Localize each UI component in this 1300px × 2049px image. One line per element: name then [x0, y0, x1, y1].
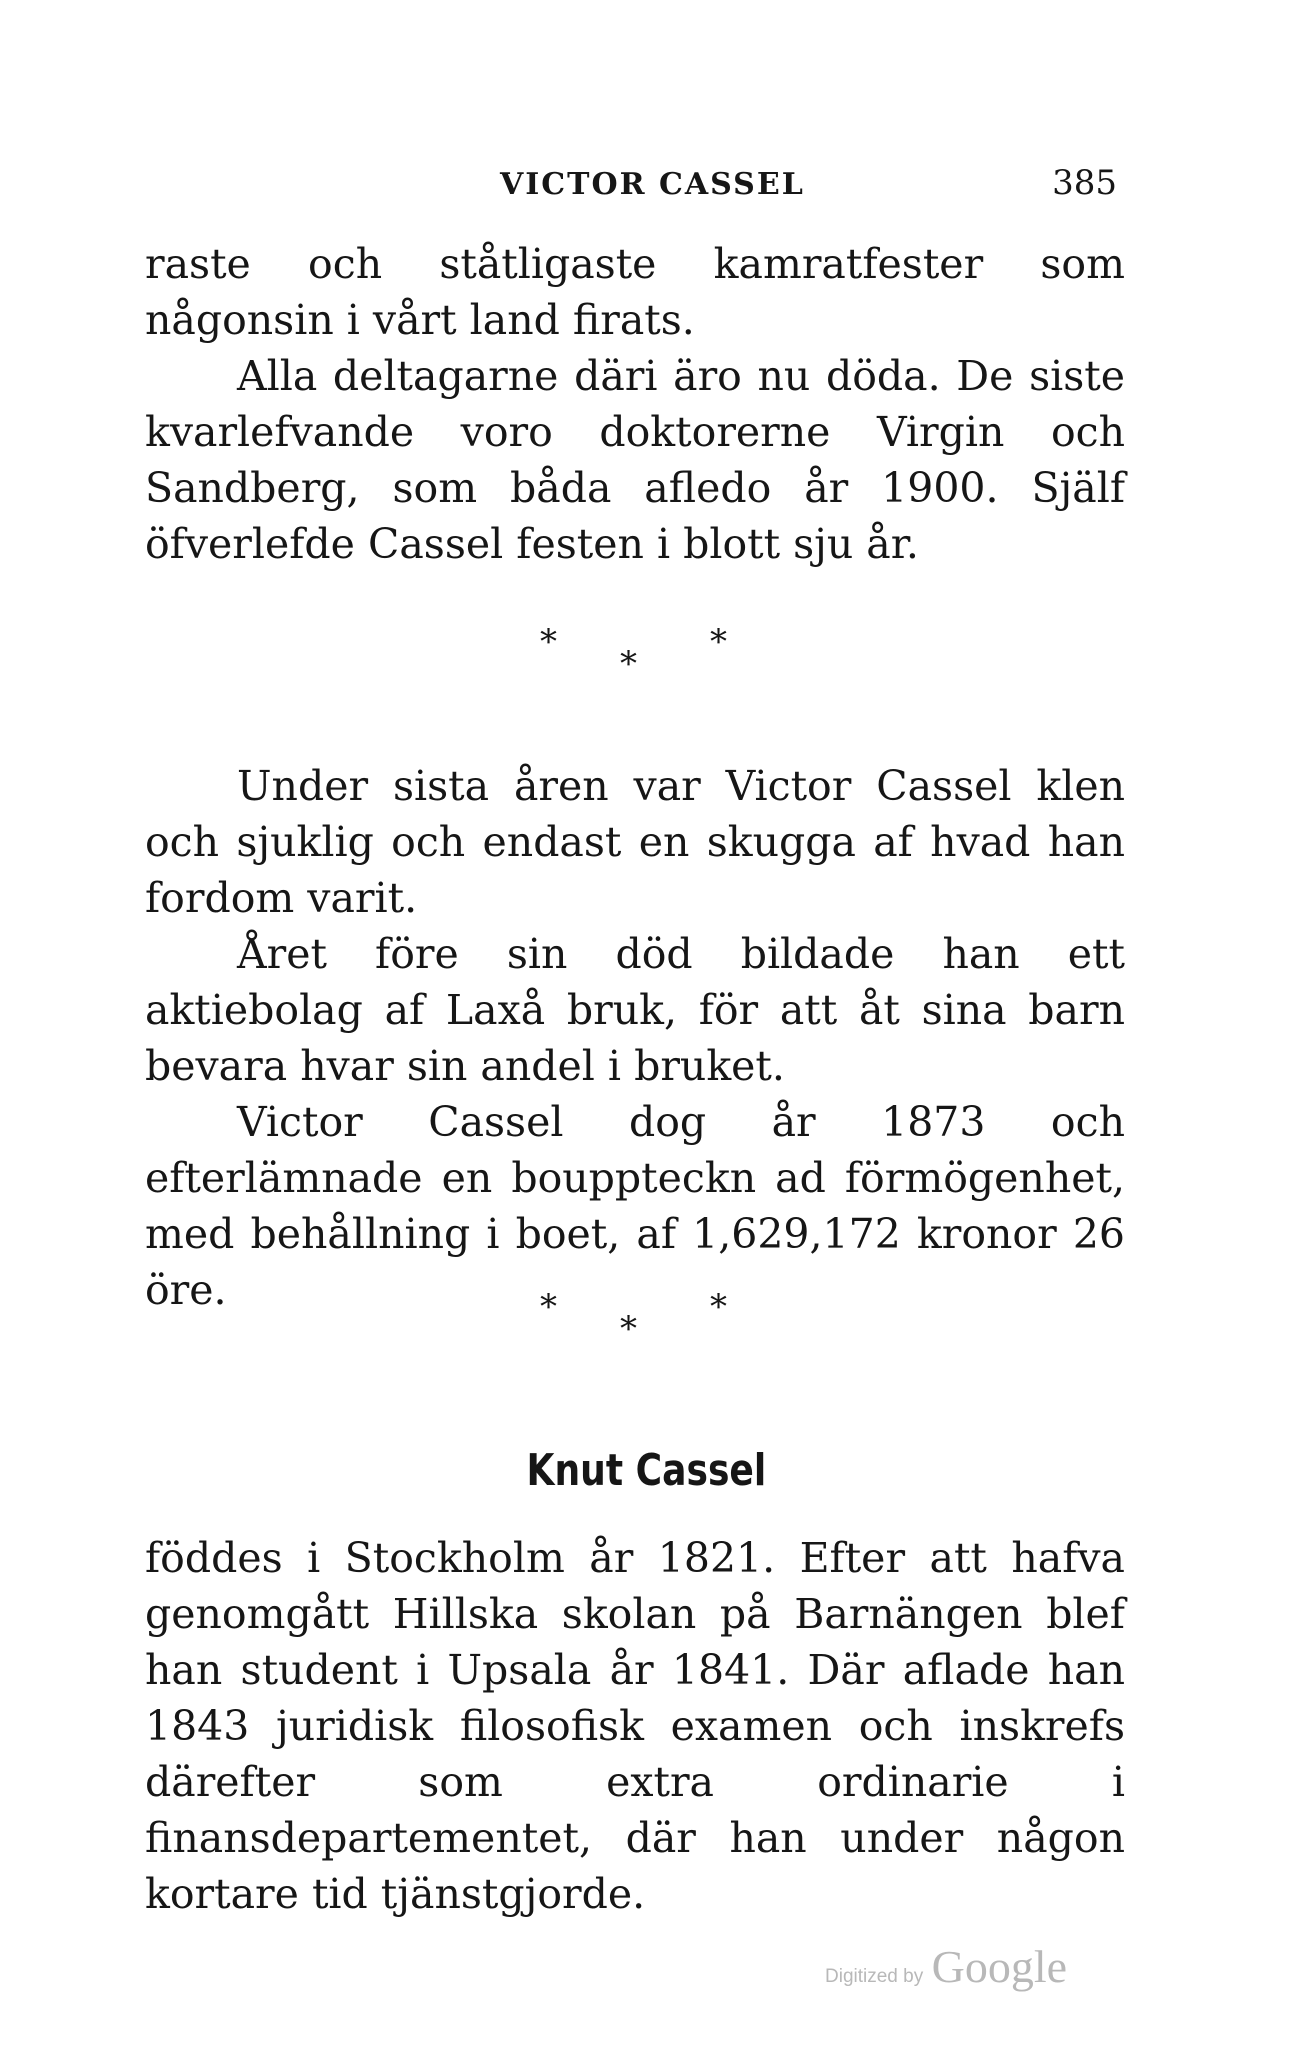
running-title: VICTOR CASSEL	[500, 167, 805, 202]
watermark-prefix: Digitized by	[825, 1966, 924, 1987]
separator-star: *	[620, 644, 637, 684]
separator-star: *	[620, 1309, 637, 1349]
section-separator	[530, 1287, 760, 1350]
text-section-2	[145, 758, 1125, 1318]
paragraph: Victor Cassel dog år 1873 och efterlämnade en bouppteckn ad förmögenhet, med behållning i boet, af 1,629,172 kronor 26 öre.	[145, 1098, 1125, 1314]
separator-star: *	[540, 1287, 557, 1327]
separator-star: *	[710, 1287, 727, 1327]
paragraph: Alla deltagarne däri äro nu döda. De siste kvarlefvande voro doktorerne Virgin och Sandberg, som båda afledo år 1900. Själf öfverlefde Cassel festen i blott sju år.	[145, 352, 1125, 568]
paragraph: föddes i Stockholm år 1821. Efter att hafva genomgått Hillska skolan på Barnängen blef han student i Upsala år 1841. Där aflade han 1843 juridisk filosofisk examen och inskrefs därefter som extra ordinarie i finansdepartementet, där han under någon kortare tid tjänstgjorde.	[145, 1534, 1125, 1918]
separator-star: *	[710, 622, 727, 662]
digitized-watermark	[825, 1940, 1067, 1993]
separator-star: *	[540, 622, 557, 662]
page-header	[145, 163, 1125, 213]
text-section-1	[145, 236, 1125, 572]
watermark-brand: Google	[931, 1941, 1068, 1992]
section-separator	[530, 622, 760, 685]
paragraph: Året före sin död bildade han ett aktiebolag af Laxå bruk, för att åt sina barn bevara hvar sin andel i bruket.	[145, 930, 1125, 1090]
paragraph: raste och ståtligaste kamratfester som någonsin i vårt land firats.	[145, 240, 1125, 344]
text-section-3	[145, 1530, 1125, 1922]
page-number: 385	[1052, 163, 1117, 203]
paragraph: Under sista åren var Victor Cassel klen och sjuklig och endast en skugga af hvad han fordom varit.	[145, 762, 1125, 922]
section-heading: Knut Cassel	[526, 1445, 767, 1496]
